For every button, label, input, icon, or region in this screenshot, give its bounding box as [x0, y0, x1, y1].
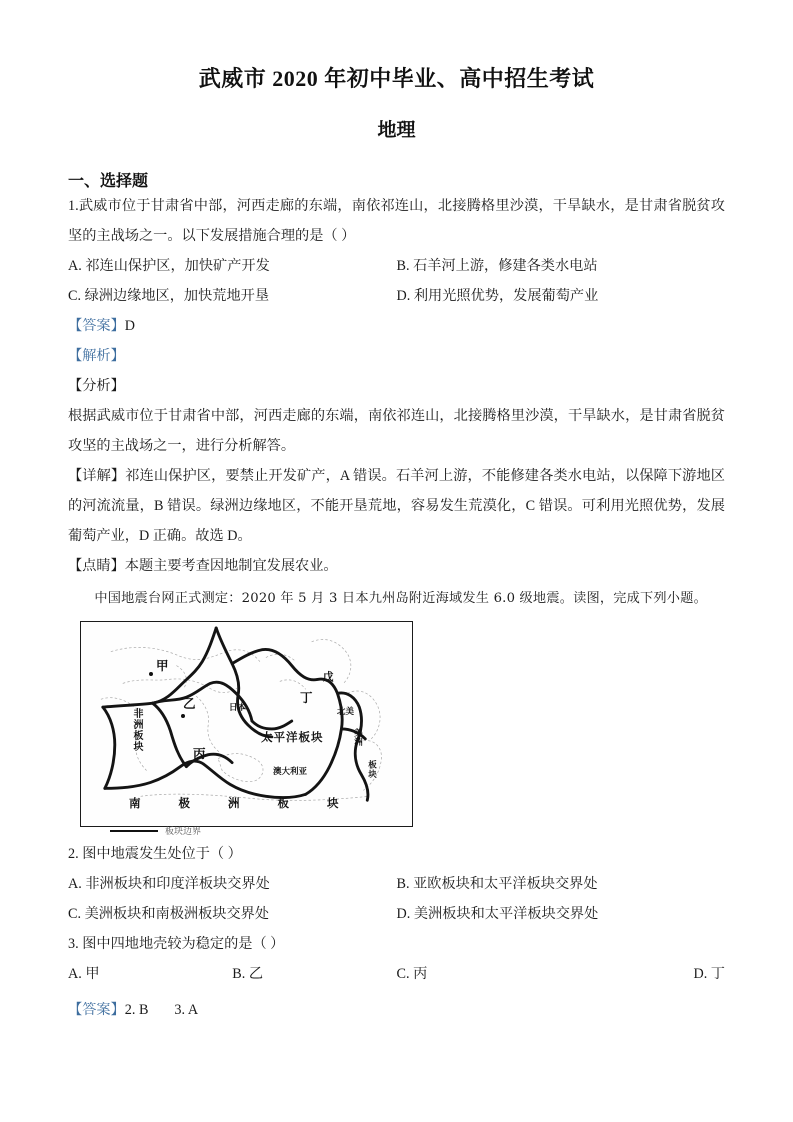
page-title: 武威市 2020 年初中毕业、高中招生考试 [198, 66, 595, 91]
tip-line [68, 551, 725, 581]
final-answer-line [68, 995, 725, 1025]
option-2-a[interactable] [68, 869, 397, 899]
option-3-c-key: C. [396, 966, 410, 982]
map-label-pacific-plate: 太平洋板块 [261, 730, 324, 744]
question-1-stem: 1.武威市位于甘肃省中部，河西走廊的东端，南依祁连山，北接腾格里沙漠，干旱缺水，是甘肃省脱贫攻坚的主战场之一。以下发展措施合理的是（ ） [68, 198, 725, 244]
option-3-b[interactable] [232, 959, 396, 989]
option-2-c-text: 美洲板块和南极洲板块交界处 [84, 906, 270, 922]
option-3-a-key: A. [68, 966, 82, 982]
option-1-d-key: D. [396, 288, 411, 304]
option-3-d-text: 丁 [710, 966, 725, 982]
analysis-label: 【分析】 [68, 378, 125, 394]
answer-value: D [124, 318, 136, 334]
option-1-d-text: 利用光照优势，发展葡萄产业 [413, 288, 599, 304]
option-3-a-text: 甲 [85, 966, 100, 982]
map-label-ding: 丁 [300, 690, 313, 705]
option-1-b-key: B. [396, 258, 410, 274]
tip-label: 【点睛】 [68, 558, 125, 574]
map-frame [80, 621, 413, 827]
explanation-label: 【解析】 [68, 348, 125, 364]
legend-label: 板块边界 [165, 827, 202, 837]
option-1-a[interactable] [68, 251, 397, 281]
earthquake-passage: 中国地震台网正式测定：2020 年 5 月 3 日本九州岛附近海域发生 6.0 级地震。读图，完成下列小题。 [94, 591, 707, 606]
question-1-options-row-2 [68, 281, 725, 311]
option-1-b[interactable] [397, 251, 726, 281]
final-answer-q2: 2. B [124, 1002, 149, 1018]
option-2-d-key: D. [396, 906, 411, 922]
map-label-antarctic-plate: 南极洲板块 [129, 796, 377, 810]
option-3-b-key: B. [232, 966, 246, 982]
question-1-options-row-1 [68, 251, 725, 281]
option-2-b[interactable] [397, 869, 726, 899]
question-2-options-row-1 [68, 869, 725, 899]
option-1-c-key: C. [68, 288, 82, 304]
legend-line-swatch [110, 830, 158, 832]
question-3-options-row [68, 959, 725, 989]
map-label-yi: 乙 [183, 696, 196, 711]
option-1-c-text: 绿洲边缘地区，加快荒地开垦 [84, 288, 270, 304]
plate-boundaries-layer [103, 628, 368, 800]
final-answer-label: 【答案】 [68, 1002, 125, 1018]
option-1-b-text: 石羊河上游，修建各类水电站 [413, 258, 598, 274]
option-3-c-text: 丙 [413, 966, 428, 982]
map-label-bing: 丙 [193, 746, 206, 761]
map-point-yi [181, 714, 185, 718]
question-2-stem: 2. 图中地震发生处位于（ ） [68, 846, 242, 862]
final-answer-q3: 3. A [174, 1002, 199, 1018]
option-3-b-text: 乙 [248, 966, 264, 982]
tip-text: 本题主要考查因地制宜发展农业。 [124, 558, 338, 574]
detail-label: 【详解】 [68, 468, 126, 484]
option-2-d[interactable] [397, 899, 726, 929]
coastlines-layer [101, 639, 382, 800]
detail-explanation [68, 461, 725, 551]
option-3-c[interactable] [397, 959, 561, 989]
map-label-australia: 澳大利亚 [273, 767, 308, 777]
section-heading-multiple-choice: 一、选择题 [68, 173, 149, 190]
map-label-african-plate: 非洲板块 [131, 708, 142, 752]
option-2-b-text: 亚欧板块和太平洋板块交界处 [413, 876, 598, 892]
detail-text: 祁连山保护区，要禁止开发矿产，A 错误。石羊河上游，不能修建各类水电站，以保障下游地区的河流流量，B 错误。绿洲边缘地区，不能开垦荒地，容易发生荒漠化，C 错误。可利用光照优势，发展葡萄产业，D 正确。故选 D。 [68, 468, 725, 544]
option-3-d-key: D. [693, 966, 708, 982]
question-3-stem: 3. 图中四地地壳较为稳定的是（ ） [68, 936, 285, 952]
option-3-a[interactable] [68, 959, 232, 989]
option-1-a-text: 祁连山保护区，加快矿产开发 [85, 258, 270, 274]
option-2-a-text: 非洲板块和印度洋板块交界处 [85, 876, 270, 892]
option-1-a-key: A. [68, 258, 82, 274]
map-label-wu: 戊 [323, 671, 334, 683]
option-2-a-key: A. [68, 876, 82, 892]
map-label-america: 美洲 [352, 728, 363, 747]
tectonic-plates-figure [80, 621, 413, 837]
option-2-c-key: C. [68, 906, 82, 922]
question-2-options-row-2 [68, 899, 725, 929]
option-1-c[interactable] [68, 281, 397, 311]
analysis-text: 根据武威市位于甘肃省中部，河西走廊的东端，南依祁连山，北接腾格里沙漠，干旱缺水，是甘肃省脱贫攻坚的主战场之一，进行分析解答。 [68, 408, 725, 454]
map-label-north-america: 北美 [337, 707, 355, 717]
question-1-answer-line [68, 311, 725, 341]
map-label-plate: 板块 [366, 760, 377, 779]
map-label-jia: 甲 [156, 658, 169, 673]
map-label-japan: 日本 [229, 703, 247, 713]
option-2-b-key: B. [396, 876, 410, 892]
answer-label: 【答案】 [68, 318, 125, 334]
map-point-jia [149, 672, 153, 676]
page-subject: 地理 [377, 120, 416, 141]
option-2-c[interactable] [68, 899, 397, 929]
content-body [68, 191, 725, 1025]
option-2-d-text: 美洲板块和太平洋板块交界处 [413, 906, 599, 922]
map-legend [110, 824, 201, 837]
option-1-d[interactable] [397, 281, 726, 311]
option-3-d[interactable] [561, 959, 725, 989]
